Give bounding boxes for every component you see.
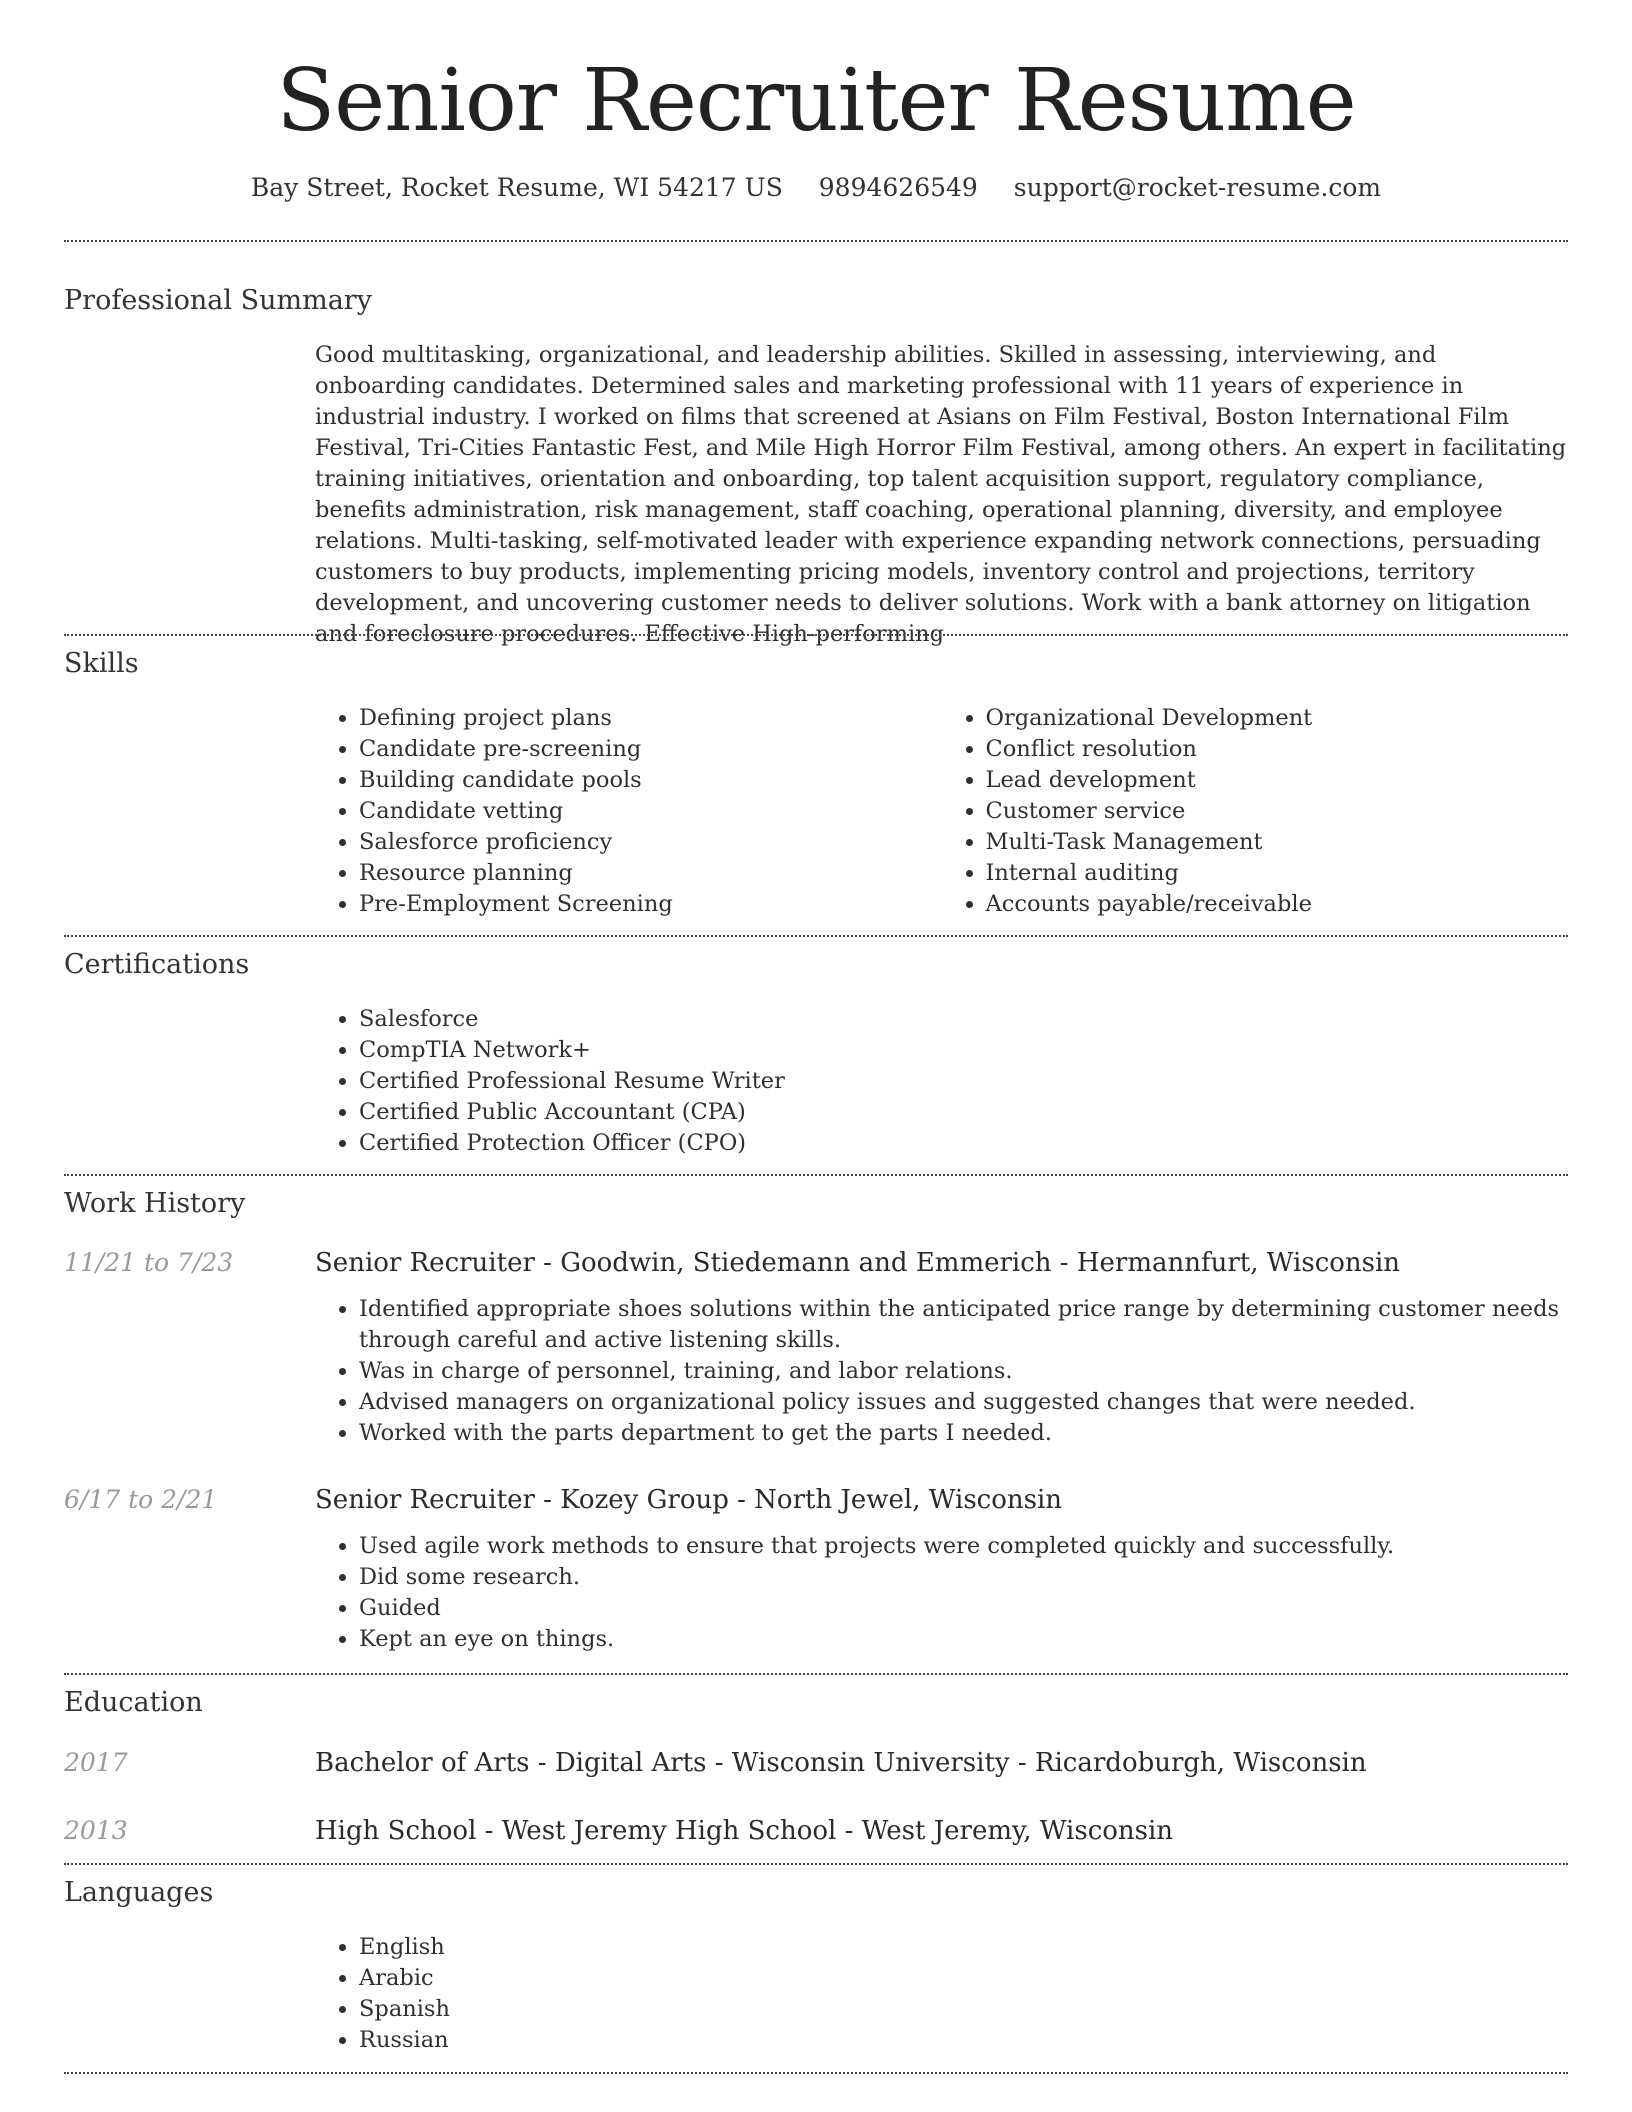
list-item: • Conflict resolution: [986, 734, 1569, 765]
list-item: • Identified appropriate shoes solutions within the anticipated price range by determining customer needs through careful and active listening skills.: [359, 1294, 1568, 1356]
list-item: • Arabic: [359, 1963, 1568, 1994]
list-item: • Multi-Task Management: [986, 827, 1569, 858]
job-bullets: [315, 1531, 1568, 1655]
education-year: 2017: [64, 1748, 128, 1777]
certifications-body: [315, 1004, 1568, 1159]
list-item: • Organizational Development: [986, 703, 1569, 734]
section-title-summary: Professional Summary: [64, 285, 372, 316]
section-title-languages: Languages: [64, 1877, 214, 1908]
contact-email: support@rocket-resume.com: [1013, 173, 1382, 202]
list-item: • Russian: [359, 2025, 1568, 2056]
section-divider: [64, 935, 1568, 937]
list-item: • Kept an eye on things.: [359, 1624, 1568, 1655]
list-item: • Accounts payable/receivable: [986, 889, 1569, 920]
list-item: • Pre-Employment Screening: [359, 889, 942, 920]
list-item: • CompTIA Network+: [359, 1035, 1568, 1066]
job-entry: [315, 1246, 1568, 1449]
list-item: • Was in charge of personnel, training, and labor relations.: [359, 1356, 1568, 1387]
job-heading: Senior Recruiter - Goodwin, Stiedemann and Emmerich - Hermannfurt, Wisconsin: [315, 1248, 1401, 1278]
contact-line: [64, 168, 1568, 208]
languages-list: [315, 1932, 1568, 2056]
languages-body: [315, 1932, 1568, 2056]
list-item: • Defining project plans: [359, 703, 942, 734]
resume-title: Senior Recruiter Resume: [276, 51, 1356, 151]
summary-body: [315, 340, 1568, 650]
job-dates: 11/21 to 7/23: [64, 1248, 234, 1277]
section-title-education: Education: [64, 1687, 203, 1718]
job-bullets: [315, 1294, 1568, 1449]
list-item: • Salesforce: [359, 1004, 1568, 1035]
list-item: • Customer service: [986, 796, 1569, 827]
list-item: • Certified Public Accountant (CPA): [359, 1097, 1568, 1128]
list-item: • Advised managers on organizational policy issues and suggested changes that were needed.: [359, 1387, 1568, 1418]
section-divider: [64, 1174, 1568, 1176]
skills-grid: [315, 703, 1568, 920]
list-item: • Certified Protection Officer (CPO): [359, 1128, 1568, 1159]
list-item: • Building candidate pools: [359, 765, 942, 796]
section-title-certifications: Certifications: [64, 949, 250, 980]
list-item: • Lead development: [986, 765, 1569, 796]
list-item: • Spanish: [359, 1994, 1568, 2025]
list-item: • Resource planning: [359, 858, 942, 889]
certifications-list: [315, 1004, 1568, 1159]
list-item: • Did some research.: [359, 1562, 1568, 1593]
education-heading: Bachelor of Arts - Digital Arts - Wisconsin University - Ricardoburgh, Wisconsin: [315, 1748, 1367, 1778]
list-item: • Candidate vetting: [359, 796, 942, 827]
section-divider: [64, 2072, 1568, 2074]
section-divider: [64, 1863, 1568, 1865]
skills-list-right: [942, 703, 1569, 920]
section-title-skills: Skills: [64, 648, 139, 679]
education-entry: [315, 1746, 1568, 1780]
list-item: • Guided: [359, 1593, 1568, 1624]
summary-text: Good multitasking, organizational, and leadership abilities. Skilled in assessing, interviewing, and onboarding candidates. Determined sales and marketing professional with 11 years of experience in industrial industry. I worked on films that screened at Asians on Film Festival, Boston International Film Festival, Tri-Cities Fantastic Fest, and Mile High Horror Film Festival, among others. An expert in facilitating training initiatives, orientation and onboarding, top talent acquisition support, regulatory compliance, benefits administration, risk management, staff coaching, operational planning, diversity, and employee relations. Multi-tasking, self-motivated leader with experience expanding network connections, persuading customers to buy products, implementing pricing models, inventory control and projections, territory development, and uncovering customer needs to deliver solutions. Work with a bank attorney on litigation and foreclosure procedures. Effective High-performing: [315, 342, 1567, 647]
education-entry: [315, 1814, 1568, 1848]
list-item: • Certified Professional Resume Writer: [359, 1066, 1568, 1097]
list-item: • Used agile work methods to ensure that projects were completed quickly and successfully.: [359, 1531, 1568, 1562]
list-item: • English: [359, 1932, 1568, 1963]
job-dates: 6/17 to 2/21: [64, 1485, 218, 1514]
skills-list-left: [315, 703, 942, 920]
list-item: • Internal auditing: [986, 858, 1569, 889]
job-heading: Senior Recruiter - Kozey Group - North Jewel, Wisconsin: [315, 1485, 1063, 1515]
list-item: • Worked with the parts department to get the parts I needed.: [359, 1418, 1568, 1449]
job-entry: [315, 1483, 1568, 1655]
education-heading: High School - West Jeremy High School - West Jeremy, Wisconsin: [315, 1816, 1174, 1846]
section-divider: [64, 1673, 1568, 1675]
list-item: • Salesforce proficiency: [359, 827, 942, 858]
contact-address: Bay Street, Rocket Resume, WI 54217 US: [250, 173, 783, 202]
section-divider: [64, 634, 1568, 636]
contact-phone: 9894626549: [818, 173, 978, 202]
section-title-work: Work History: [64, 1188, 246, 1219]
education-year: 2013: [64, 1816, 128, 1845]
list-item: • Candidate pre-screening: [359, 734, 942, 765]
section-divider: [64, 240, 1568, 242]
